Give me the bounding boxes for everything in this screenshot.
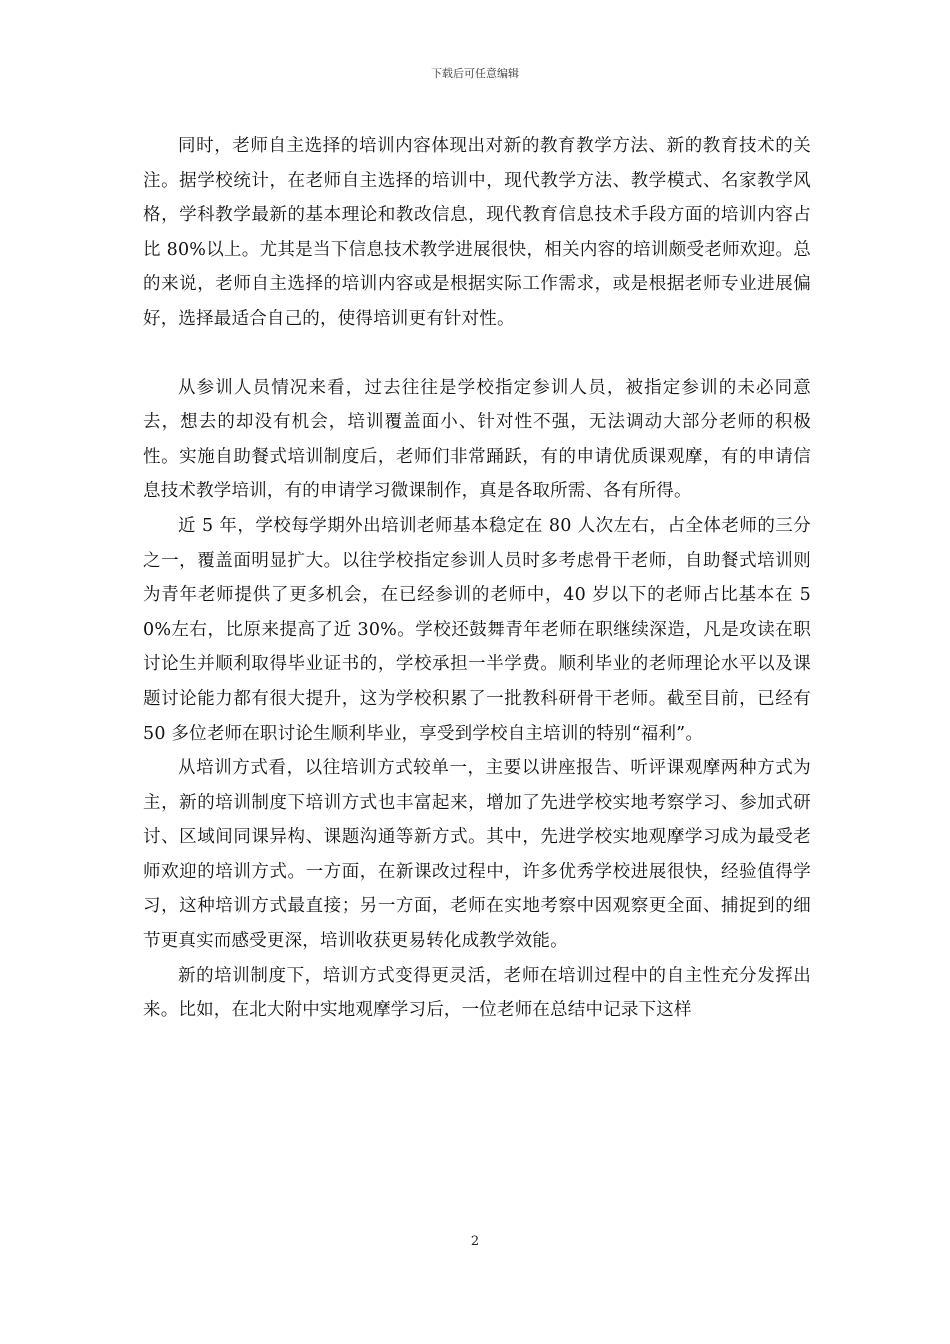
page-header: 下载后可任意编辑 [431,67,519,80]
paragraph-five-years: 近 5 年，学校每学期外出培训老师基本稳定在 80 人次左右，占全体老师的三分之一，覆盖面明显扩大。以往学校指定参训人员时多考虑骨干老师，自助餐式培训则为青年老师提供了更多机会，在已经参训的老师中，40 岁以下的老师占比基本在 50%左右，比原来提高了近 30%。学校还鼓舞青年老师在职继续深造，凡是攻读在职讨论生并顺利取得毕业证书的，学校承担一半学费。顺利毕业的老师理论水平以及课题讨论能力都有很大提升，这为学校积累了一批教科研骨干老师。截至目前，已经有 50 多位老师在职讨论生顺利毕业，享受到学校自主培训的特别“福利”。 [143,515,811,744]
paragraph-flexible-training: 新的培训制度下，培训方式变得更灵活，老师在培训过程中的自主性充分发挥出来。比如，在北大附中实地观摩学习后，一位老师在总结中记录下这样 [143,965,811,1021]
paragraph-training-content: 同时，老师自主选择的培训内容体现出对新的教育教学方法、新的教育技术的关注。据学校统计，在老师自主选择的培训中，现代教学方法、教学模式、名家教学风格，学科教学最新的基本理论和教改信息，现代教育信息技术手段方面的培训内容占比 80%以上。尤其是当下信息技术教学进展很快，相关内容的培训颇受老师欢迎。总的来说，老师自主选择的培训内容或是根据实际工作需求，或是根据老师专业进展偏好，选择最适合自己的，使得培训更有针对性。 [143,136,811,329]
page-number: 2 [470,1234,480,1249]
paragraph-participants: 从参训人员情况来看，过去往往是学校指定参训人员，被指定参训的未必同意去，想去的却没有机会，培训覆盖面小、针对性不强，无法调动大部分老师的积极性。实施自助餐式培训制度后，老师们非常踊跃，有的申请优质课观摩，有的申请信息技术教学培训，有的申请学习微课制作，真是各取所需、各有所得。 [143,377,811,502]
paragraph-training-methods: 从培训方式看，以往培训方式较单一，主要以讲座报告、听评课观摩两种方式为主，新的培训制度下培训方式也丰富起来，增加了先进学校实地考察学习、参加式研讨、区域间同课异构、课题沟通等新方式。其中，先进学校实地观摩学习成为最受老师欢迎的培训方式。一方面，在新课改过程中，许多优秀学校进展很快，经验值得学习，这种培训方式最直接；另一方面，老师在实地考察中因观察更全面、捕捉到的细节更真实而感受更深，培训收获更易转化成教学效能。 [143,758,811,952]
document-body [143,129,811,1028]
